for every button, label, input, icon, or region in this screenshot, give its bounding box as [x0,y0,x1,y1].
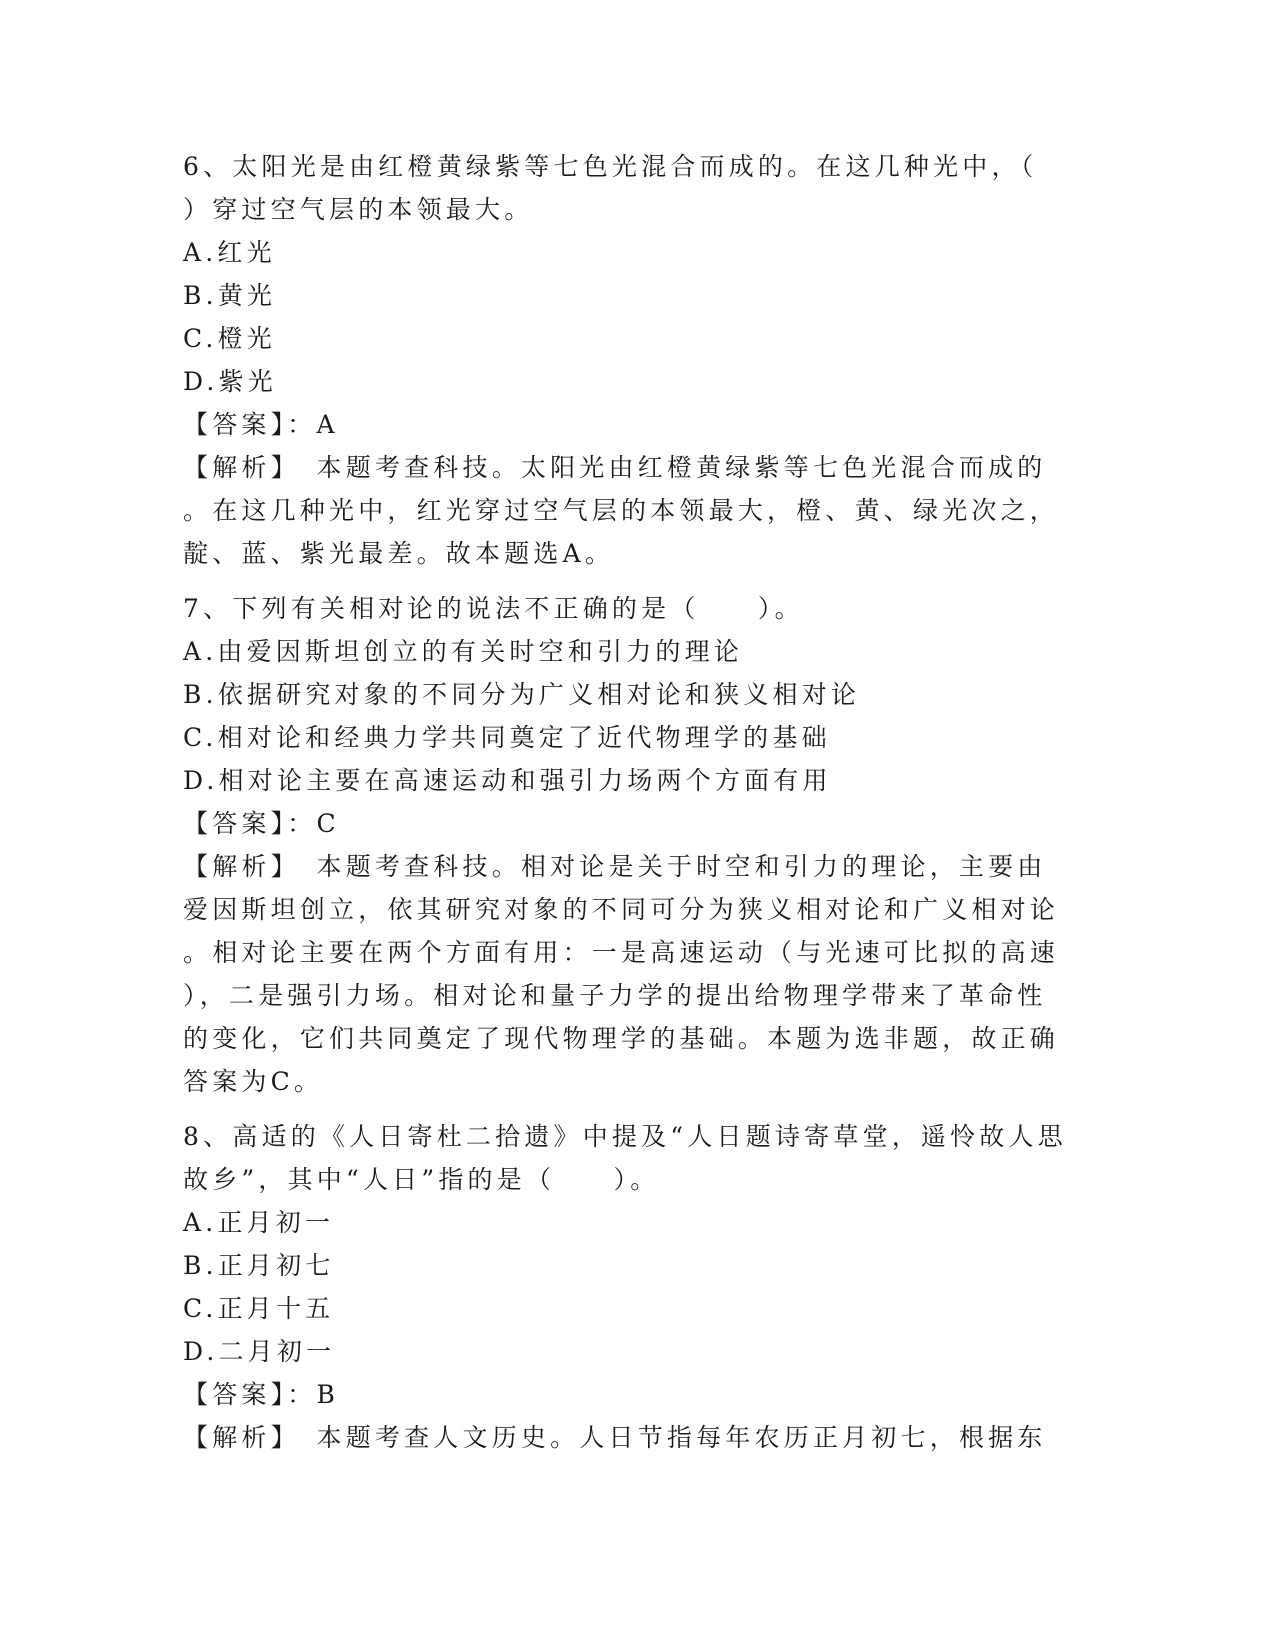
analysis-line: 【解析】 本题考查人文历史。人日节指每年农历正月初七，根据东 [183,1423,1047,1452]
option-d: D.相对论主要在高速运动和强引力场两个方面有用 [183,766,832,795]
analysis-line: 靛、蓝、紫光最差。故本题选A。 [183,539,615,568]
option-a: A.由爱因斯坦创立的有关时空和引力的理论 [183,637,744,666]
question-stem-line: 7、下列有关相对论的说法不正确的是（ ）。 [183,594,804,623]
analysis-line: 的变化，它们共同奠定了现代物理学的基础。本题为选非题，故正确 [183,1024,1060,1053]
option-a: A.正月初一 [183,1208,335,1237]
question-spacer [183,1103,1083,1115]
option-c: C.橙光 [183,324,276,353]
option-d: D.二月初一 [183,1337,336,1366]
analysis-line: 爱因斯坦创立，依其研究对象的不同可分为狭义相对论和广义相对论 [183,895,1060,924]
answer-line: 【答案】：C [183,809,340,838]
question-stem-line: 故乡”，其中“人日”指的是（ ）。 [183,1165,660,1194]
option-c: C.相对论和经典力学共同奠定了近代物理学的基础 [183,723,831,752]
analysis-line: 【解析】 本题考查科技。相对论是关于时空和引力的理论，主要由 [183,852,1047,881]
analysis-line: ），二是强引力场。相对论和量子力学的提出给物理学带来了革命性 [183,981,1047,1010]
question-stem-line: 8、高适的《人日寄杜二拾遗》中提及“人日题诗寄草堂，遥怜故人思 [183,1122,1067,1151]
analysis-line: 。在这几种光中，红光穿过空气层的本领最大，橙、黄、绿光次之， [183,496,1060,525]
document-page [183,145,1083,1459]
question-6 [183,145,1083,575]
option-b: B.黄光 [183,281,277,310]
option-b: B.依据研究对象的不同分为广义相对论和狭义相对论 [183,680,861,709]
question-7 [183,587,1083,1103]
question-8 [183,1115,1083,1459]
question-stem-line: 6、太阳光是由红橙黄绿紫等七色光混合而成的。在这几种光中，（ [183,152,1038,181]
question-stem-line: ）穿过空气层的本领最大。 [183,195,534,224]
option-c: C.正月十五 [183,1294,335,1323]
option-a: A.红光 [183,238,276,267]
question-spacer [183,575,1083,587]
answer-line: 【答案】：A [183,410,339,439]
analysis-line: 【解析】 本题考查科技。太阳光由红橙黄绿紫等七色光混合而成的 [183,453,1047,482]
answer-line: 【答案】：B [183,1380,340,1409]
analysis-line: 。相对论主要在两个方面有用：一是高速运动（与光速可比拟的高速 [183,938,1060,967]
option-b: B.正月初七 [183,1251,335,1280]
option-d: D.紫光 [183,367,277,396]
analysis-line: 答案为C。 [183,1067,324,1096]
